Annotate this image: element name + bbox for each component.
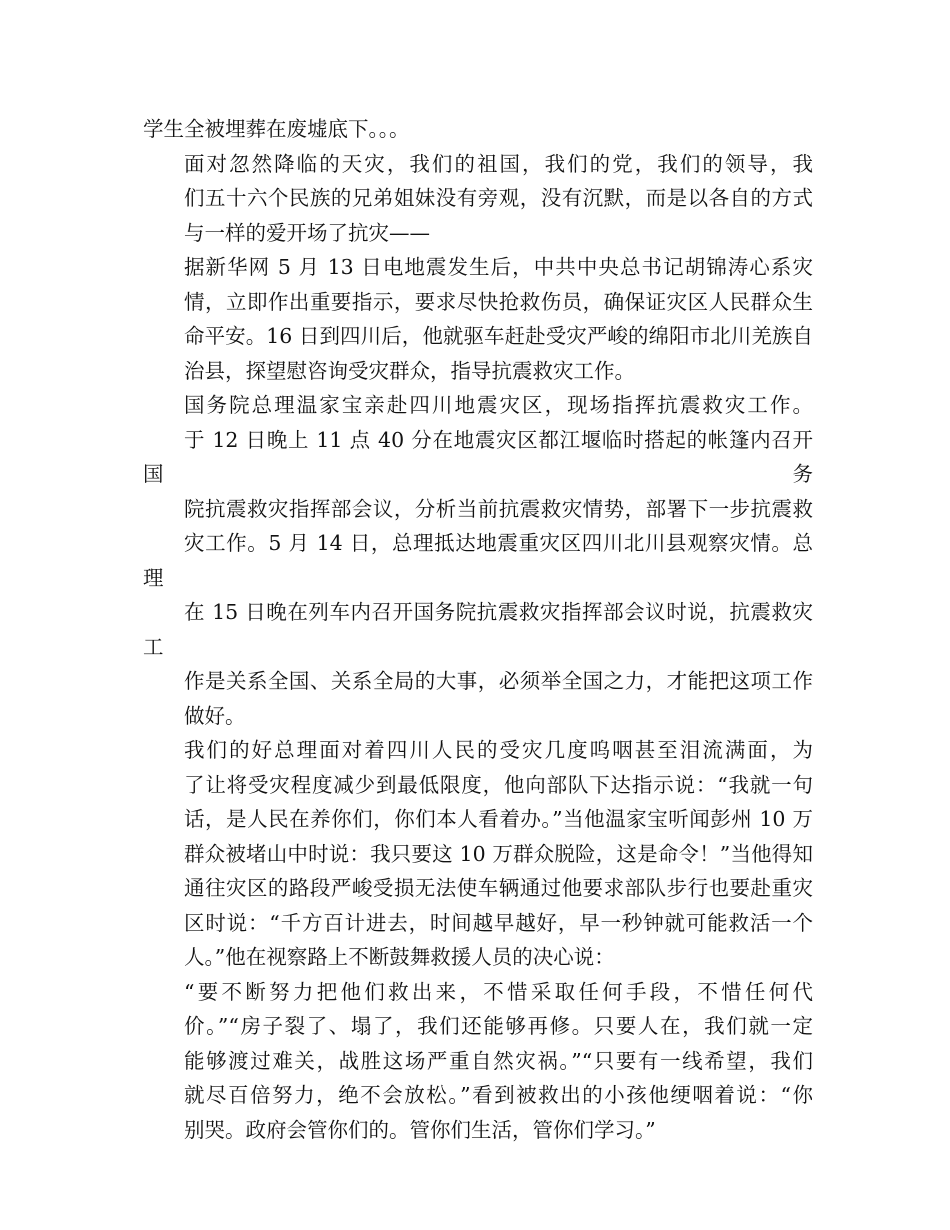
text-line: 命平安。16 日到四川后，他就驱车赶赴受灾严峻的绵阳市北川羌族自: [184, 324, 813, 348]
paragraph-5: [143, 733, 813, 975]
text-line: 情，立即作出重要指示，要求尽快抢救伤员，确保证灾区人民群众生: [184, 289, 813, 314]
text-line: 价。”“房子裂了、塌了，我们还能够再修。只要人在，我们就一定: [184, 1014, 813, 1038]
text-line: 治县，探望慰咨询受灾群众，指导抗震救灾工作。: [184, 358, 635, 383]
text-line: 灾工作。5 月 14 日，总理抵达地震重灾区四川北川县观察灾情。总理: [143, 531, 813, 590]
paragraph-4: [143, 388, 813, 733]
text-line: 群众被堵山中时说：我只要这 10 万群众脱险，这是命令！”当他得知: [184, 841, 813, 866]
text-line: 在 15 日晚在列车内召开国务院抗震救灾指挥部会议时说，抗震救灾工: [143, 600, 813, 659]
text-line: 话，是人民在养你们，你们本人看着办。”当他温家宝听闻彭州 10 万: [184, 807, 813, 831]
text-line: 院抗震救灾指挥部会议，分析当前抗震救灾情势，部署下一步抗震救: [184, 496, 813, 521]
text-line: 就尽百倍努力，绝不会放松。”看到被救出的小孩他绠咽着说：“你: [184, 1083, 813, 1107]
text-line: 学生全被埋葬在废墟底下。。。: [143, 117, 410, 141]
paragraph-1: [143, 112, 813, 147]
text-line: 国务院总理温家宝亲赴四川地震灾区，现场指挥抗震救灾工作。: [184, 393, 813, 417]
paragraph-6: [143, 975, 813, 1148]
text-line: 做好。: [184, 703, 246, 728]
paragraph-2: [143, 147, 813, 251]
text-line: 们五十六个民族的兄弟姐妹没有旁观，没有沉默，而是以各自的方式: [184, 186, 813, 210]
text-line: “要不断努力把他们救出来，不惜采取任何手段，不惜任何代: [184, 979, 813, 1004]
text-line: 能够渡过难关，战胜这场严重自然灾祸。”“只要有一线希望，我们: [184, 1048, 813, 1073]
paragraph-3: [143, 250, 813, 388]
text-line: 我们的好总理面对着四川人民的受灾几度呜咽甚至泪流满面，为: [184, 738, 813, 762]
text-line: 据新华网 5 月 13 日电地震发生后，中共中央总书记胡锦涛心系灾: [184, 255, 813, 279]
text-line: 通往灾区的路段严峻受损无法使车辆通过他要求部队步行也要赴重灾: [184, 876, 813, 900]
text-line: 于 12 日晚上 11 点 40 分在地震灾区都江堰临时搭起的帐篷内召开国务: [143, 427, 813, 486]
text-line: 面对忽然降临的天灾，我们的祖国，我们的党，我们的领导，我: [184, 151, 813, 176]
text-line: 作是关系全国、关系全局的大事，必须举全国之力，才能把这项工作: [184, 669, 813, 693]
text-line: 人。”他在视察路上不断鼓舞救援人员的决心说：: [184, 945, 615, 969]
text-line: 别哭。政府会管你们的。管你们生活，管你们学习。”: [184, 1117, 656, 1142]
document-body: [143, 112, 813, 1147]
text-line: 区时说：“千方百计进去，时间越早越好，早一秒钟就可能救活一个: [184, 910, 813, 935]
text-line: 与一样的爱开场了抗灾——: [184, 220, 430, 245]
text-line: 了让将受灾程度减少到最低限度，他向部队下达指示说：“我就一句: [184, 772, 813, 797]
